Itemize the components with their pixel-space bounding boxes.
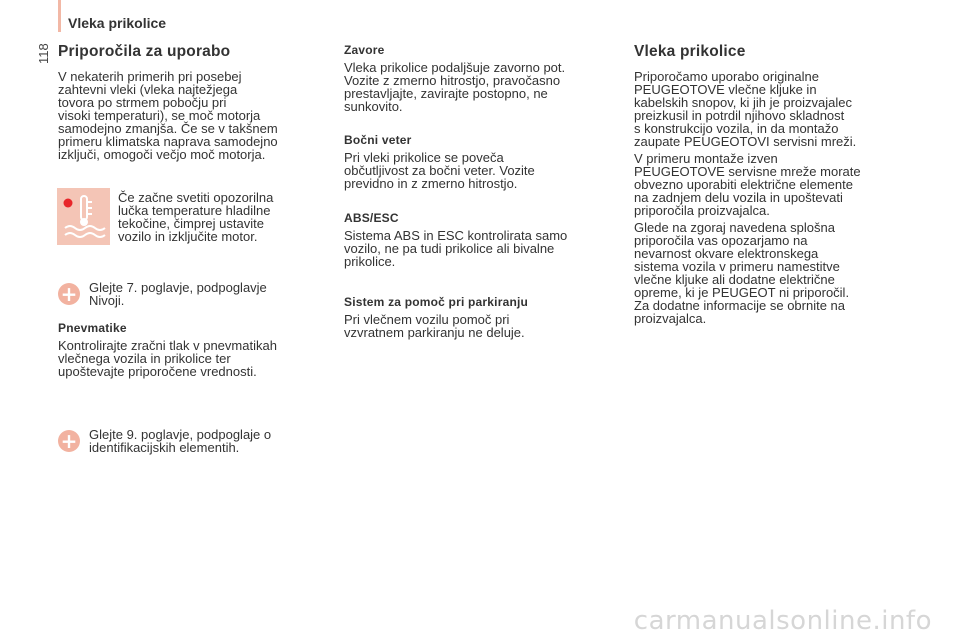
towing-paragraph-1: Priporočamo uporabo originalne PEUGEOTOVE vlečne kljuke in kabelskih snopov, ki jih je proizvajalec preizkusil in potrdil njihovo skladnost s konstrukcijo vozila, in da montažo zaupate PEUGEOTOVI servisni mreži. (634, 69, 857, 149)
towing-paragraph-3: Glede na zgoraj navedena splošna priporočila vas opozarjamo na nevarnost okvare elektronskega sistema vozila v primeru namestitve vlečne kljuke ali dodatne električne opreme, ki je PEUGEOT ni priporočil. Za dodatne informacije se obrnite na proizvajalca. (634, 220, 850, 326)
header-title: Vleka prikolice (68, 15, 167, 31)
section-heading-recommendations: Priporočila za uporabo (58, 43, 231, 60)
info-plus-icon: + (58, 283, 80, 305)
abs-paragraph: Sistema ABS in ESC kontrolirata samo vozilo, ne pa tudi prikolice ali bivalne prikolice. (344, 228, 568, 269)
brakes-paragraph: Vleka prikolice podaljšuje zavorno pot. Vozite z zmerno hitrostjo, pravočasno prestavljajte, zavirajte postopno, ne sunkovito. (344, 60, 566, 114)
subheading-tyres: Pnevmatike (58, 321, 127, 335)
see-chapter-7-note: Glejte 7. poglavje, podpoglavje Nivoji. (89, 280, 267, 308)
towing-paragraph-2: V primeru montaže izven PEUGEOTOVE servisne mreže morate obvezno uporabiti električne elemente na zadnjem delu vozila in upoštevati priporočila proizvajalca. (634, 151, 861, 218)
section-heading-towing: Vleka prikolice (634, 43, 746, 60)
page-number: 118 (36, 43, 51, 64)
intro-paragraph: V nekaterih primerih pri posebej zahtevni vleki (vleka najtežjega tovora po strmem pobočju pri visoki temperaturi), se moč motorja samodejno zmanjša. Če se v takšnem primeru klimatska naprava samodejno izključi, omogoči večjo moč motorja. (58, 69, 278, 162)
subheading-crosswind: Bočni veter (344, 133, 412, 147)
watermark: carmanualsonline.info (633, 606, 932, 636)
subheading-abs-esc: ABS/ESC (344, 211, 399, 225)
subheading-brakes: Zavore (344, 43, 385, 57)
tyres-paragraph: Kontrolirajte zračni tlak v pnevmatikah vlečnega vozila in prikolice ter upoštevajte priporočene vrednosti. (58, 338, 277, 379)
see-chapter-9-note: Glejte 9. poglavje, podpoglaje o identifikacijskih elementih. (89, 427, 272, 455)
subheading-parking-assist: Sistem za pomoč pri parkiranju (344, 295, 529, 309)
parking-paragraph: Pri vlečnem vozilu pomoč pri vzvratnem parkiranju ne deluje. (344, 312, 525, 340)
warning-text: Če začne svetiti opozorilna lučka temperature hladilne tekočine, čimprej ustavite vozilo in izključite motor. (118, 190, 274, 244)
info-plus-icon: + (58, 430, 80, 452)
coolant-temperature-icon (57, 188, 110, 245)
header-accent-bar (58, 0, 61, 32)
crosswind-paragraph: Pri vleki prikolice se poveča občutljivost za bočni veter. Vozite previdno in z zmerno hitrostjo. (344, 150, 535, 191)
